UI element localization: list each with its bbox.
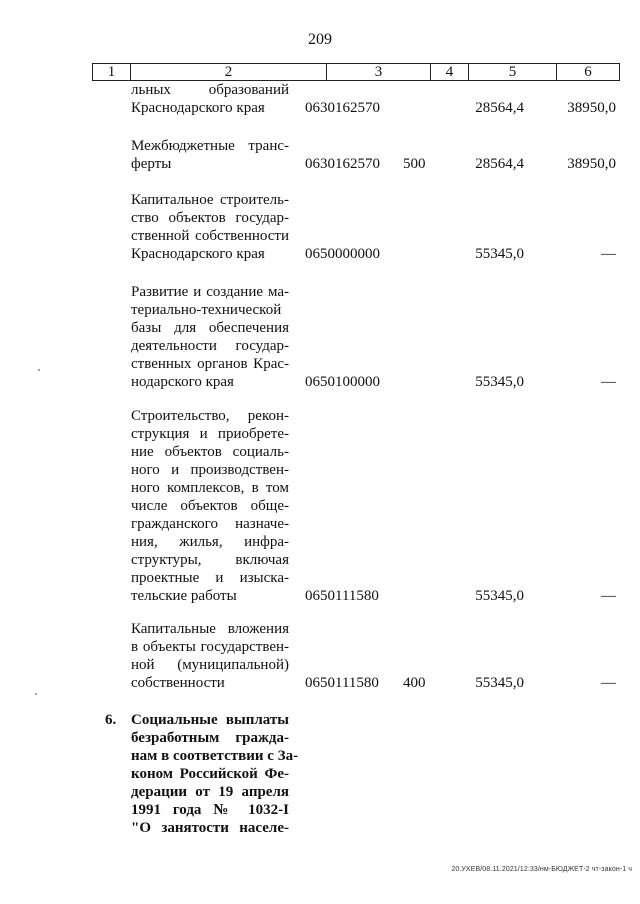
row-amount-col6: — [601, 246, 616, 262]
column-number-6: 6 [584, 64, 592, 80]
column-number-3: 3 [327, 64, 431, 80]
description-line: тельские работы [131, 588, 237, 604]
row-code: 0650111580 [305, 675, 379, 691]
row-amount-col5: 28564,4 [475, 100, 524, 116]
column-number-4: 4 [431, 64, 469, 80]
row-amount-col5: 55345,0 [475, 374, 524, 390]
description-line: базы для обеспечения [131, 320, 289, 336]
row-description [131, 711, 299, 837]
description-line: Краснодарского края [131, 100, 265, 116]
description-line: Развитие и создание ма- [131, 284, 289, 300]
row-amount-col5: 55345,0 [475, 246, 524, 262]
row-amount-col5: 55345,0 [475, 675, 524, 691]
description-line: ного и производствен- [131, 462, 289, 478]
description-line: нам в соответствии с За- [131, 748, 299, 764]
row-code: 0630162570 [305, 100, 380, 116]
description-line: в объекты государствен- [131, 639, 289, 655]
description-line: "О занятости населе- [131, 820, 289, 836]
row-description [131, 407, 289, 605]
row-amount-col6: — [601, 675, 616, 691]
description-line: 1991 года № 1032-I [131, 802, 289, 818]
row-amount-col6: 38950,0 [567, 100, 616, 116]
description-line: деятельности государ- [131, 338, 289, 354]
description-line: безработным гражда- [131, 730, 289, 746]
row-amount-col5: 55345,0 [475, 588, 524, 604]
description-line: Межбюджетные транс- [131, 138, 289, 154]
description-line: Капитальное строитель- [131, 192, 289, 208]
description-line: ферты [131, 156, 172, 172]
table-column-header [92, 63, 620, 81]
row-expense-type: 400 [403, 675, 426, 691]
description-line: ной (муниципальной) [131, 657, 289, 673]
description-line: ство объектов государ- [131, 210, 289, 226]
description-line: ственной собственности [131, 228, 289, 244]
row-description [131, 81, 289, 117]
scan-speck [38, 369, 40, 371]
column-number-2: 2 [131, 64, 327, 80]
row-description [131, 620, 289, 692]
row-description [131, 283, 289, 391]
column-number-1: 1 [93, 64, 131, 80]
description-line: нодарского края [131, 374, 234, 390]
description-line: ного комплексов, в том [131, 480, 289, 496]
description-line: струкция и приобрете- [131, 426, 289, 442]
description-line: льных образований [131, 82, 289, 98]
description-line: числе объектов обще- [131, 498, 289, 514]
scan-speck [35, 693, 37, 695]
row-amount-col6: 38950,0 [567, 156, 616, 172]
column-number-5: 5 [469, 64, 557, 80]
row-code: 0650111580 [305, 588, 379, 604]
description-line: структуры, включая [131, 552, 289, 568]
description-line: Краснодарского края [131, 246, 265, 262]
row-code: 0650100000 [305, 374, 380, 390]
description-line: ние объектов социаль- [131, 444, 289, 460]
description-line: гражданского назначе- [131, 516, 289, 532]
row-amount-col6: — [601, 374, 616, 390]
description-line: проектные и изыска- [131, 570, 289, 586]
description-line: коном Российской Фе- [131, 766, 289, 782]
row-amount-col6: — [601, 588, 616, 604]
description-line: териально-технической [131, 302, 282, 318]
description-line: Социальные выплаты [131, 712, 289, 728]
description-line: Строительство, рекон- [131, 408, 289, 424]
row-item-number: 6. [105, 712, 117, 728]
row-description [131, 191, 289, 263]
description-line: ственных органов Крас- [131, 356, 289, 372]
row-description [131, 137, 289, 173]
page-number: 209 [308, 31, 332, 48]
row-expense-type: 500 [403, 156, 426, 172]
description-line: собственности [131, 675, 225, 691]
description-line: Капитальные вложения [131, 621, 289, 637]
description-line: дерации от 19 апреля [131, 784, 289, 800]
row-code: 0630162570 [305, 156, 380, 172]
row-amount-col5: 28564,4 [475, 156, 524, 172]
description-line: ния, жилья, инфра- [131, 534, 289, 550]
document-footer-stamp: 20.УХЕВ/08.11.2021/12:33/нм-БЮДЖЕТ-2 чт-закон-1 ч [451, 866, 632, 873]
row-code: 0650000000 [305, 246, 380, 262]
